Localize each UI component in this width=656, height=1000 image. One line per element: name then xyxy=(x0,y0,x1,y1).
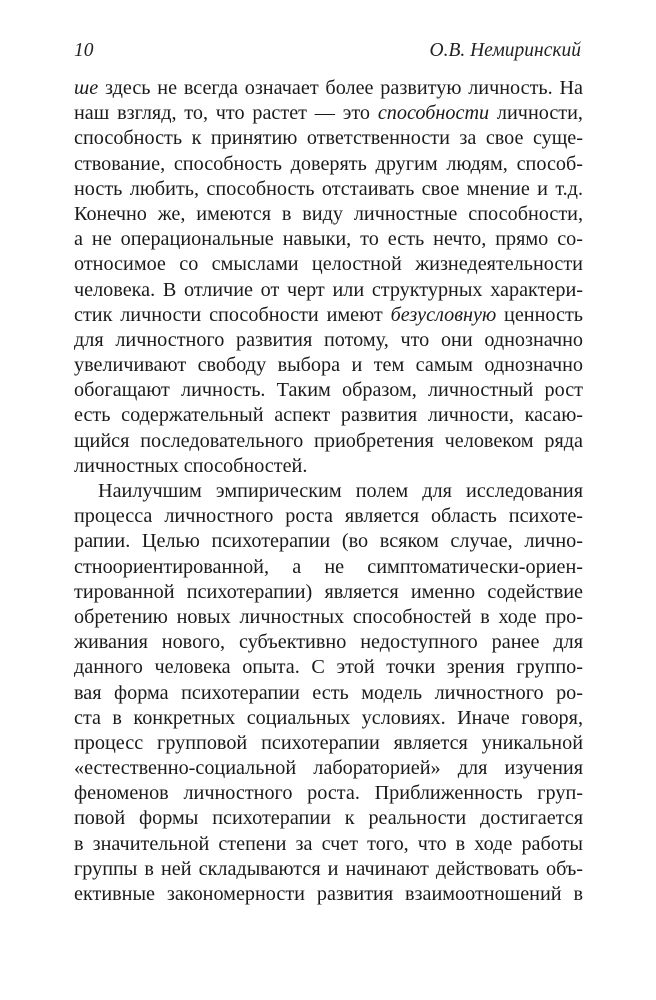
text-line: ективные закономерности развития взаимоотношений в xyxy=(74,883,583,905)
running-head-author: О.В. Немиринский xyxy=(429,40,581,61)
text-line: Наилучшим эмпирическим полем для исследования xyxy=(98,480,583,502)
page-header xyxy=(74,40,581,76)
text-line: группы в ней складываются и начинают действовать объ- xyxy=(74,857,583,880)
text-line: наш взгляд, то, что растет — это способности личности, xyxy=(74,102,583,125)
text-line: а не операциональные навыки, то есть нечто, прямо со- xyxy=(74,228,583,251)
text-line: в значительной степени за счет того, что в ходе работы xyxy=(74,832,583,855)
page-number: 10 xyxy=(74,40,94,61)
text-line: живания нового, субъективно недоступного ранее для xyxy=(74,631,583,654)
text-line: для личностного развития потому, что они однозначно xyxy=(74,328,583,351)
text-line: «естественно-социальной лабораторией» для изучения xyxy=(74,757,583,780)
text-line: ствование, способность доверять другим людям, способ- xyxy=(74,152,583,175)
text-line: есть содержательный аспект развития личности, касаю- xyxy=(74,404,583,427)
text-line: рапии. Целью психотерапии (во всяком случае, лично- xyxy=(74,530,583,553)
text-line: ста в конкретных социальных условиях. Иначе говоря, xyxy=(74,706,583,729)
text-line: данного человека опыта. С этой точки зрения группо- xyxy=(74,656,583,679)
text-line: стноориентированной, а не симптоматически-ориен- xyxy=(74,555,583,578)
text-line: обогащают личность. Таким образом, личностный рост xyxy=(74,379,583,402)
text-line: процесса личностного роста является область психоте- xyxy=(74,505,583,528)
text-line: человека. В отличие от черт или структурных характери- xyxy=(74,278,583,301)
text-line: способность к принятию ответственности за свое суще- xyxy=(74,127,583,150)
text-line: щийся последовательного приобретения человеком ряда xyxy=(74,429,583,452)
text-line: Конечно же, имеются в виду личностные способности, xyxy=(74,202,583,225)
text-line: относимое со смыслами целостной жизнедеятельности xyxy=(74,253,583,276)
text-line: увеличивают свободу выбора и тем самым однозначно xyxy=(74,354,583,377)
text-line: личностных способностей. xyxy=(74,454,308,477)
text-line: ность любить, способность отстаивать свое мнение и т.д. xyxy=(74,177,583,200)
text-line: процесс групповой психотерапии является уникальной xyxy=(74,731,583,754)
text-line: феноменов личностного роста. Приближенность груп- xyxy=(74,782,583,805)
text-line: обретению новых личностных способностей в ходе про- xyxy=(74,605,583,628)
text-line: тированной психотерапии) является именно содействие xyxy=(74,580,583,603)
text-line: вая форма психотерапии есть модель личностного ро- xyxy=(74,681,583,704)
text-line: ше здесь не всегда означает более развитую личность. На xyxy=(74,77,583,99)
text-line: стик личности способности имеют безусловную ценность xyxy=(74,303,583,326)
body-text xyxy=(74,76,583,907)
text-line: повой формы психотерапии к реальности достигается xyxy=(74,807,583,830)
